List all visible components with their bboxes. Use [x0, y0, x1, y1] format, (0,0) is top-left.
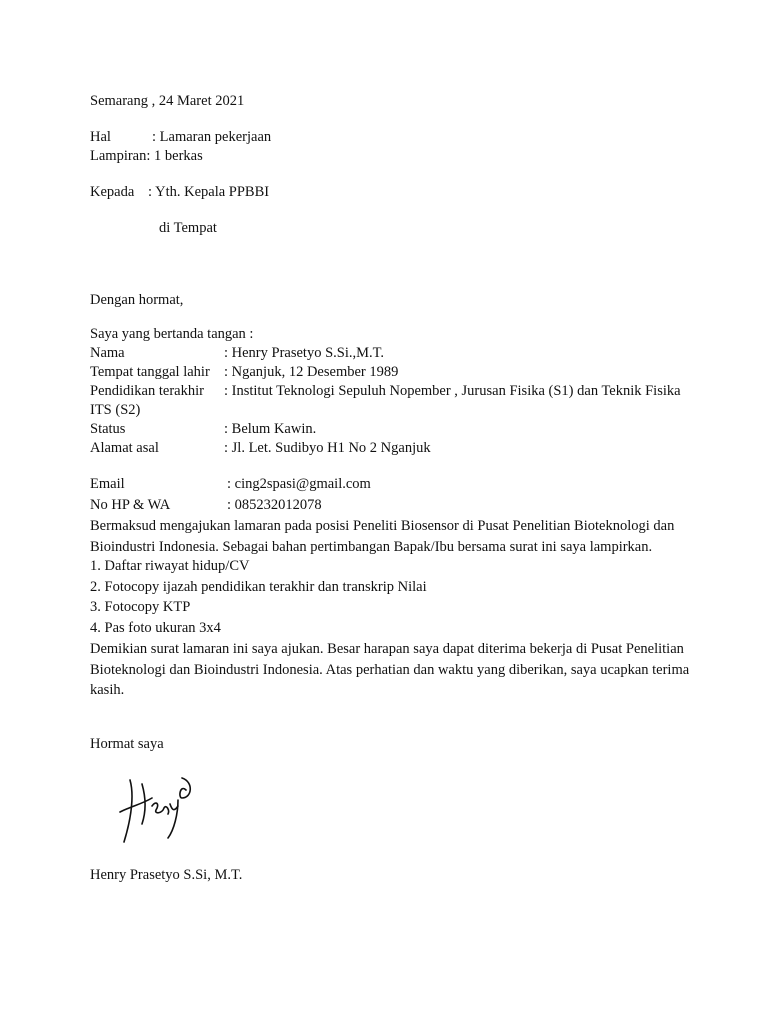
di-tempat: di Tempat [159, 220, 217, 236]
identity-label: Tempat tanggal lahir [90, 364, 210, 380]
contact-value: : 085232012078 [227, 496, 322, 513]
body-paragraph: Bermaksud mengajukan lamaran pada posisi Peneliti Biosensor di Pusat Penelitian Bioteknologi dan Bioindustri Indonesia. Sebagai bahan pertimbangan Bapak/Ibu bersama surat ini saya lampirkan. [90, 518, 675, 555]
identity-value: : Jl. Let. Sudibyo H1 No 2 Nganjuk [224, 440, 431, 456]
kepada-value: : Yth. Kepala PPBBI [148, 184, 270, 200]
contact-label: No HP & WA [90, 496, 171, 513]
identity-label: Status [90, 421, 126, 437]
attachment-item: 1. Daftar riwayat hidup/CV [90, 558, 250, 574]
identity-label: Alamat asal [90, 440, 159, 456]
lampiran-label: Lampiran [90, 148, 147, 164]
identity-row-alamat [90, 439, 690, 458]
kepada-row [90, 183, 690, 202]
signature [112, 764, 202, 854]
greeting: Dengan hormat, [90, 292, 184, 308]
attachment-item: 2. Fotocopy ijazah pendidikan terakhir dan transkrip Nilai [90, 578, 427, 595]
identity-pendidikan-text [90, 382, 690, 420]
identity-row-status [90, 420, 690, 439]
attachment-item: 4. Pas foto ukuran 3x4 [90, 619, 221, 636]
identity-label: Nama [90, 345, 125, 361]
attachment-item: 3. Fotocopy KTP [90, 599, 191, 615]
identity-value: : Belum Kawin. [224, 421, 317, 437]
contact-row-email [90, 475, 690, 496]
identity-label: Pendidikan terakhir [90, 383, 204, 399]
lampiran-row [90, 147, 690, 166]
identity-row-pendidikan [90, 382, 690, 420]
lampiran-value: : 1 berkas [146, 148, 203, 164]
identity-value: : Institut Teknologi Sepuluh Nopember , Jurusan Fisika (S1) dan Teknik Fisika ITS (S2) [90, 383, 681, 418]
intro-line: Saya yang bertanda tangan : [90, 326, 254, 342]
hal-value: : Lamaran pekerjaan [152, 129, 272, 145]
kepada-label: Kepada [90, 184, 135, 200]
closing-paragraph: Demikian surat lamaran ini saya ajukan. Besar harapan saya dapat diterima bekerja di Pusat Penelitian Bioteknologi dan Bioindustri Indonesia. Atas perhatian dan waktu yang diberikan, saya ucapkan terima kasih. [90, 641, 690, 698]
identity-row-ttl [90, 363, 690, 382]
identity-value: : Nganjuk, 12 Desember 1989 [224, 364, 399, 380]
sign-off: Hormat saya [90, 735, 164, 752]
identity-row-nama [90, 344, 690, 363]
signer-name: Henry Prasetyo S.Si, M.T. [90, 866, 243, 883]
identity-value: : Henry Prasetyo S.Si.,M.T. [224, 345, 385, 361]
contact-value: : cing2spasi@gmail.com [227, 476, 371, 492]
hal-row [90, 128, 690, 147]
contact-label: Email [90, 476, 125, 492]
hal-label: Hal [90, 129, 111, 145]
place-date: Semarang , 24 Maret 2021 [90, 93, 245, 109]
letter-page [90, 92, 690, 885]
contact-row-phone [90, 496, 690, 517]
